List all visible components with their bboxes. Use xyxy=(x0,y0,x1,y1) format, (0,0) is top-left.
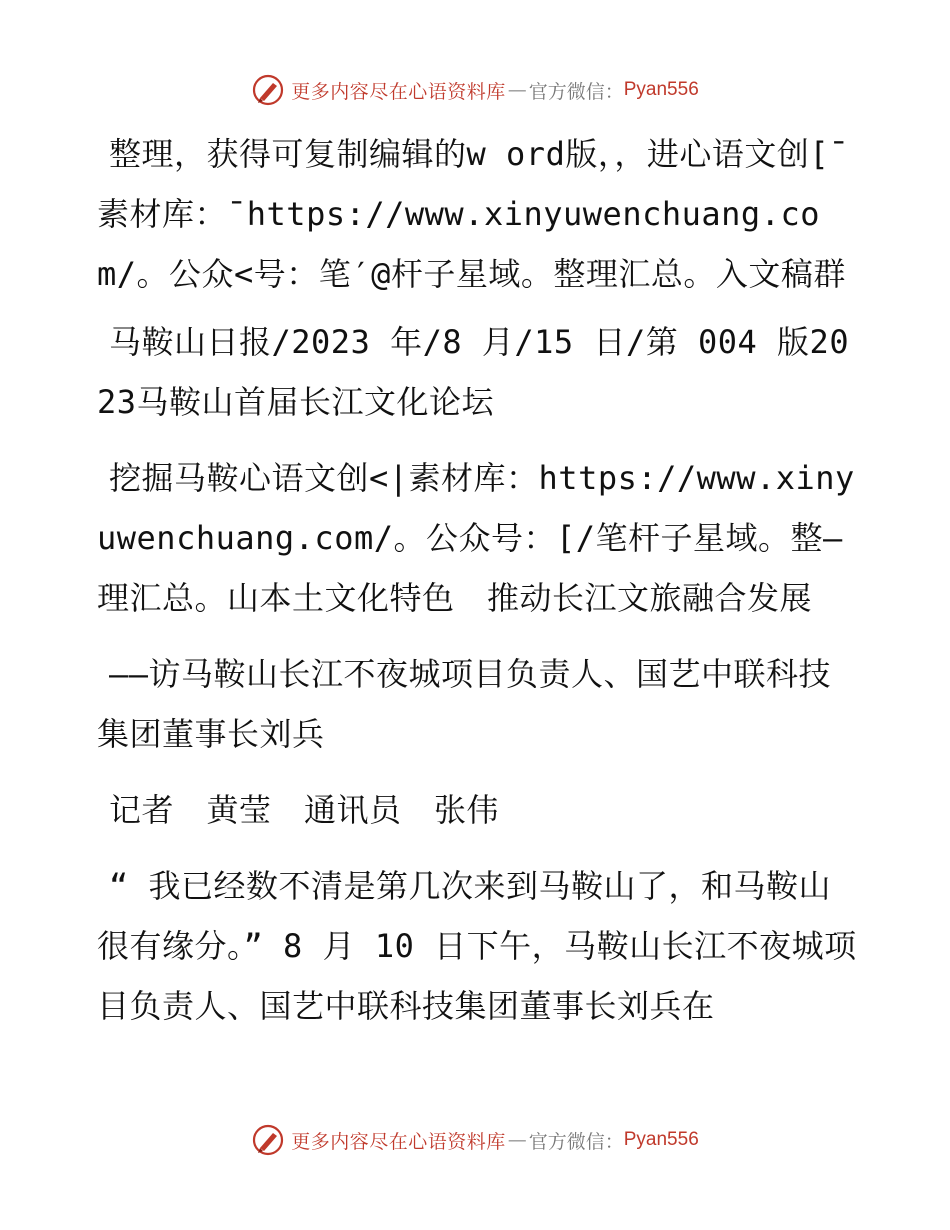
paragraph-intro: 整理，获得可复制编辑的w ord版，，进心语文创[¯素材库：¯https://www.xinyuwenchuang.com/。公众<号：笔′@杆子星域。整理汇总。入文稿群 xyxy=(97,135,849,293)
banner-label: 官方微信： xyxy=(528,80,624,103)
banner-wechat-id: Pyan556 xyxy=(623,1129,699,1150)
banner-wechat-id: Pyan556 xyxy=(623,79,699,100)
pen-logo-icon xyxy=(251,1123,285,1157)
paragraph-source: 马鞍山日报/2023 年/8 月/15 日/第 004 版2023马鞍山首届长江文化论坛 xyxy=(97,323,850,421)
pen-logo-icon xyxy=(251,73,285,107)
banner-separator: — xyxy=(507,1129,527,1151)
document-body xyxy=(97,124,857,1052)
paragraph-headline: 挖掘马鞍心语文创<|素材库：https://www.xinyuwenchuang.com/。公众号：[/笔杆子星域。整—理汇总。山本土文化特色 推动长江文旅融合发展 xyxy=(97,459,855,617)
paragraph-subheadline: ——访马鞍山长江不夜城项目负责人、国艺中联科技集团董事长刘兵 xyxy=(97,655,832,753)
banner-separator: — xyxy=(507,79,527,101)
header-banner xyxy=(0,70,950,110)
banner-label: 官方微信： xyxy=(528,1130,624,1153)
footer-banner xyxy=(0,1120,950,1160)
paragraph-body: “ 我已经数不清是第几次来到马鞍山了，和马鞍山很有缘分。” 8 月 10 日下午，马鞍山长江不夜城项目负责人、国艺中联科技集团董事长刘兵在 xyxy=(97,867,857,1025)
banner-title: 更多内容尽在心语资料库 xyxy=(291,1130,506,1153)
banner-title: 更多内容尽在心语资料库 xyxy=(291,80,506,103)
paragraph-byline: 记者 黄莹 通讯员 张伟 xyxy=(109,791,500,829)
